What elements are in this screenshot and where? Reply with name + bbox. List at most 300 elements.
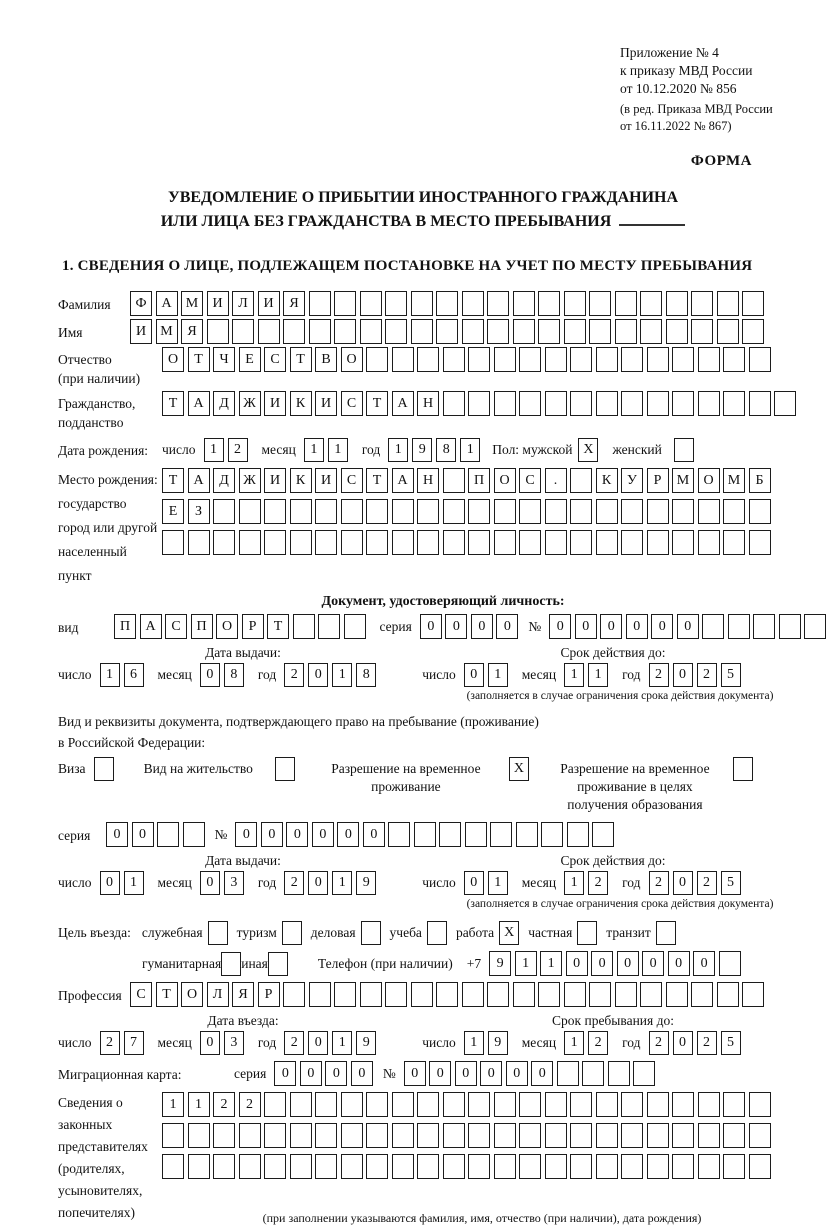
char-cell[interactable] (494, 1154, 516, 1179)
char-cell[interactable] (672, 530, 694, 555)
char-cell[interactable]: М (723, 468, 745, 493)
char-cell[interactable] (615, 982, 637, 1007)
char-cell[interactable] (443, 1123, 465, 1148)
char-cell[interactable]: 0 (274, 1061, 296, 1086)
char-cell[interactable]: О (181, 982, 203, 1007)
char-cell[interactable]: С (341, 391, 363, 416)
char-cell[interactable]: Т (162, 391, 184, 416)
char-cell[interactable] (513, 291, 535, 316)
citizenship-boxes[interactable] (162, 391, 796, 416)
char-cell[interactable] (596, 1092, 618, 1117)
char-cell[interactable] (545, 1123, 567, 1148)
char-cell[interactable] (742, 982, 764, 1007)
doc-valid-group[interactable] (422, 663, 740, 687)
char-cell[interactable]: Т (162, 468, 184, 493)
doc-issue-group[interactable] (58, 663, 376, 687)
char-cell[interactable]: О (216, 614, 238, 639)
representatives-row1[interactable] (162, 1092, 802, 1117)
doc-type-boxes[interactable] (114, 614, 366, 639)
char-cell[interactable]: К (290, 391, 312, 416)
char-cell[interactable] (258, 319, 280, 344)
date-cell[interactable]: 0 (200, 1031, 220, 1055)
char-cell[interactable]: Т (156, 982, 178, 1007)
char-cell[interactable] (315, 1092, 337, 1117)
char-cell[interactable]: 1 (515, 951, 537, 976)
char-cell[interactable] (723, 1123, 745, 1148)
char-cell[interactable] (717, 291, 739, 316)
char-cell[interactable] (315, 499, 337, 524)
purpose-checkbox[interactable] (208, 921, 228, 945)
char-cell[interactable] (647, 1092, 669, 1117)
char-cell[interactable]: Т (366, 391, 388, 416)
doc-number-boxes[interactable] (549, 614, 826, 639)
patronymic-boxes[interactable] (162, 347, 771, 372)
char-cell[interactable]: Д (213, 468, 235, 493)
char-cell[interactable] (589, 291, 611, 316)
char-cell[interactable]: 0 (496, 614, 518, 639)
char-cell[interactable] (290, 1123, 312, 1148)
char-cell[interactable] (621, 391, 643, 416)
date-cell[interactable]: 2 (284, 871, 304, 895)
date-cell[interactable]: 2 (588, 1031, 608, 1055)
char-cell[interactable] (334, 291, 356, 316)
char-cell[interactable] (494, 347, 516, 372)
char-cell[interactable] (443, 391, 465, 416)
char-cell[interactable]: И (315, 391, 337, 416)
char-cell[interactable] (411, 291, 433, 316)
char-cell[interactable] (207, 319, 229, 344)
char-cell[interactable] (283, 319, 305, 344)
char-cell[interactable] (290, 499, 312, 524)
char-cell[interactable] (157, 822, 179, 847)
char-cell[interactable] (691, 982, 713, 1007)
purpose-checkbox[interactable] (427, 921, 447, 945)
char-cell[interactable]: А (392, 391, 414, 416)
char-cell[interactable]: 0 (261, 822, 283, 847)
date-cell[interactable]: 6 (124, 663, 144, 687)
char-cell[interactable] (698, 391, 720, 416)
char-cell[interactable] (239, 1123, 261, 1148)
char-cell[interactable] (596, 347, 618, 372)
char-cell[interactable] (621, 347, 643, 372)
char-cell[interactable] (570, 391, 592, 416)
char-cell[interactable] (468, 391, 490, 416)
char-cell[interactable] (315, 530, 337, 555)
char-cell[interactable]: М (181, 291, 203, 316)
char-cell[interactable]: Я (232, 982, 254, 1007)
char-cell[interactable] (640, 982, 662, 1007)
char-cell[interactable] (698, 499, 720, 524)
char-cell[interactable] (592, 822, 614, 847)
date-cell[interactable]: 9 (356, 1031, 376, 1055)
char-cell[interactable] (570, 1092, 592, 1117)
char-cell[interactable] (468, 530, 490, 555)
char-cell[interactable] (264, 1092, 286, 1117)
date-cell[interactable]: 0 (308, 663, 328, 687)
date-cell[interactable]: 1 (124, 871, 144, 895)
char-cell[interactable] (640, 319, 662, 344)
char-cell[interactable] (774, 391, 796, 416)
purpose-checkbox[interactable] (361, 921, 381, 945)
char-cell[interactable] (162, 530, 184, 555)
date-cell[interactable]: 9 (488, 1031, 508, 1055)
char-cell[interactable] (647, 1154, 669, 1179)
char-cell[interactable] (589, 982, 611, 1007)
char-cell[interactable] (417, 1123, 439, 1148)
char-cell[interactable] (753, 614, 775, 639)
char-cell[interactable] (468, 1154, 490, 1179)
birth-place-row3[interactable] (162, 530, 771, 555)
char-cell[interactable] (341, 1154, 363, 1179)
char-cell[interactable] (717, 319, 739, 344)
char-cell[interactable] (647, 499, 669, 524)
char-cell[interactable] (596, 530, 618, 555)
char-cell[interactable]: И (207, 291, 229, 316)
char-cell[interactable] (519, 1154, 541, 1179)
date-cell[interactable]: 5 (721, 871, 741, 895)
date-cell[interactable]: 0 (464, 871, 484, 895)
residence-permit-checkbox[interactable] (275, 757, 295, 781)
char-cell[interactable]: 0 (617, 951, 639, 976)
char-cell[interactable] (188, 1154, 210, 1179)
char-cell[interactable] (567, 822, 589, 847)
date-cell[interactable]: 1 (204, 438, 224, 462)
char-cell[interactable] (283, 982, 305, 1007)
char-cell[interactable] (615, 319, 637, 344)
char-cell[interactable] (213, 1154, 235, 1179)
char-cell[interactable]: 0 (351, 1061, 373, 1086)
date-cell[interactable]: 2 (100, 1031, 120, 1055)
date-cell[interactable]: 1 (332, 663, 352, 687)
date-cell[interactable]: 1 (464, 1031, 484, 1055)
char-cell[interactable] (264, 499, 286, 524)
char-cell[interactable]: Ч (213, 347, 235, 372)
char-cell[interactable] (519, 530, 541, 555)
char-cell[interactable] (582, 1061, 604, 1086)
char-cell[interactable] (213, 499, 235, 524)
char-cell[interactable] (366, 1154, 388, 1179)
char-cell[interactable]: О (162, 347, 184, 372)
date-cell[interactable]: 1 (332, 871, 352, 895)
char-cell[interactable]: 0 (312, 822, 334, 847)
char-cell[interactable] (698, 1154, 720, 1179)
char-cell[interactable] (487, 982, 509, 1007)
char-cell[interactable] (494, 1092, 516, 1117)
date-cell[interactable]: 2 (697, 871, 717, 895)
char-cell[interactable] (519, 391, 541, 416)
char-cell[interactable] (749, 499, 771, 524)
doc-series-boxes[interactable] (420, 614, 519, 639)
char-cell[interactable]: Р (258, 982, 280, 1007)
char-cell[interactable]: 0 (471, 614, 493, 639)
char-cell[interactable] (698, 1092, 720, 1117)
char-cell[interactable]: Т (290, 347, 312, 372)
char-cell[interactable]: В (315, 347, 337, 372)
char-cell[interactable] (239, 1154, 261, 1179)
char-cell[interactable] (621, 1154, 643, 1179)
char-cell[interactable] (341, 1123, 363, 1148)
char-cell[interactable] (749, 1154, 771, 1179)
date-cell[interactable]: 2 (588, 871, 608, 895)
char-cell[interactable] (596, 1123, 618, 1148)
char-cell[interactable] (596, 391, 618, 416)
given-name-boxes[interactable] (130, 319, 764, 344)
char-cell[interactable]: 0 (325, 1061, 347, 1086)
char-cell[interactable] (723, 1092, 745, 1117)
char-cell[interactable]: Е (162, 499, 184, 524)
purpose-checkbox[interactable] (221, 952, 241, 976)
char-cell[interactable] (341, 530, 363, 555)
date-cell[interactable]: 1 (100, 663, 120, 687)
char-cell[interactable] (647, 391, 669, 416)
char-cell[interactable] (487, 291, 509, 316)
char-cell[interactable] (615, 291, 637, 316)
char-cell[interactable] (698, 347, 720, 372)
char-cell[interactable] (749, 1092, 771, 1117)
char-cell[interactable] (804, 614, 826, 639)
char-cell[interactable] (417, 499, 439, 524)
char-cell[interactable] (494, 530, 516, 555)
char-cell[interactable]: 0 (566, 951, 588, 976)
date-cell[interactable]: 0 (200, 871, 220, 895)
phone-boxes[interactable] (489, 951, 741, 976)
gender-female-checkbox[interactable] (674, 438, 694, 462)
char-cell[interactable]: 0 (677, 614, 699, 639)
date-cell[interactable]: 1 (564, 871, 584, 895)
char-cell[interactable] (672, 1092, 694, 1117)
char-cell[interactable]: 0 (337, 822, 359, 847)
char-cell[interactable] (570, 499, 592, 524)
char-cell[interactable] (564, 291, 586, 316)
char-cell[interactable] (443, 1092, 465, 1117)
char-cell[interactable] (570, 347, 592, 372)
char-cell[interactable] (360, 982, 382, 1007)
char-cell[interactable]: 0 (363, 822, 385, 847)
date-cell[interactable]: 3 (224, 871, 244, 895)
date-cell[interactable]: 1 (388, 438, 408, 462)
char-cell[interactable] (366, 499, 388, 524)
char-cell[interactable] (334, 982, 356, 1007)
char-cell[interactable] (596, 499, 618, 524)
date-cell[interactable]: 7 (124, 1031, 144, 1055)
date-cell[interactable]: 2 (284, 663, 304, 687)
char-cell[interactable]: У (621, 468, 643, 493)
char-cell[interactable] (723, 391, 745, 416)
char-cell[interactable]: Д (213, 391, 235, 416)
temp-permit-checkbox[interactable]: X (509, 757, 529, 781)
char-cell[interactable]: Н (417, 468, 439, 493)
char-cell[interactable] (698, 530, 720, 555)
char-cell[interactable]: 0 (300, 1061, 322, 1086)
char-cell[interactable]: С (341, 468, 363, 493)
char-cell[interactable]: И (258, 291, 280, 316)
date-cell[interactable]: 8 (436, 438, 456, 462)
representatives-row3[interactable] (162, 1154, 802, 1179)
permit-valid-group[interactable] (422, 871, 740, 895)
char-cell[interactable] (749, 1123, 771, 1148)
char-cell[interactable]: 0 (286, 822, 308, 847)
char-cell[interactable]: 0 (642, 951, 664, 976)
char-cell[interactable] (162, 1123, 184, 1148)
char-cell[interactable] (545, 1092, 567, 1117)
char-cell[interactable]: 0 (404, 1061, 426, 1086)
char-cell[interactable]: О (494, 468, 516, 493)
char-cell[interactable] (309, 319, 331, 344)
date-cell[interactable]: 1 (564, 663, 584, 687)
char-cell[interactable]: Я (283, 291, 305, 316)
date-cell[interactable]: 1 (564, 1031, 584, 1055)
date-cell[interactable]: 0 (200, 663, 220, 687)
date-cell[interactable]: 0 (673, 663, 693, 687)
purpose-checkbox[interactable] (577, 921, 597, 945)
date-cell[interactable]: 3 (224, 1031, 244, 1055)
char-cell[interactable]: И (130, 319, 152, 344)
char-cell[interactable] (728, 614, 750, 639)
char-cell[interactable] (188, 530, 210, 555)
char-cell[interactable] (436, 319, 458, 344)
char-cell[interactable]: 0 (445, 614, 467, 639)
char-cell[interactable] (672, 391, 694, 416)
char-cell[interactable]: 0 (235, 822, 257, 847)
char-cell[interactable] (392, 499, 414, 524)
char-cell[interactable] (621, 1123, 643, 1148)
char-cell[interactable]: 0 (531, 1061, 553, 1086)
char-cell[interactable] (443, 347, 465, 372)
char-cell[interactable] (468, 499, 490, 524)
char-cell[interactable] (334, 319, 356, 344)
char-cell[interactable] (702, 614, 724, 639)
date-cell[interactable]: 1 (488, 663, 508, 687)
char-cell[interactable] (162, 1154, 184, 1179)
char-cell[interactable] (232, 319, 254, 344)
char-cell[interactable]: 0 (480, 1061, 502, 1086)
char-cell[interactable]: 0 (549, 614, 571, 639)
char-cell[interactable]: 0 (455, 1061, 477, 1086)
date-cell[interactable]: 0 (673, 1031, 693, 1055)
char-cell[interactable] (392, 347, 414, 372)
char-cell[interactable]: К (290, 468, 312, 493)
char-cell[interactable]: А (188, 468, 210, 493)
char-cell[interactable]: П (191, 614, 213, 639)
char-cell[interactable] (672, 1154, 694, 1179)
char-cell[interactable] (640, 291, 662, 316)
birth-date-group[interactable] (162, 438, 480, 462)
char-cell[interactable]: И (315, 468, 337, 493)
char-cell[interactable] (749, 347, 771, 372)
char-cell[interactable]: 0 (132, 822, 154, 847)
char-cell[interactable] (691, 291, 713, 316)
char-cell[interactable]: З (188, 499, 210, 524)
visa-checkbox[interactable] (94, 757, 114, 781)
char-cell[interactable] (666, 319, 688, 344)
char-cell[interactable]: С (130, 982, 152, 1007)
char-cell[interactable] (557, 1061, 579, 1086)
char-cell[interactable]: 1 (162, 1092, 184, 1117)
date-cell[interactable]: 5 (721, 1031, 741, 1055)
purpose-checkbox[interactable] (656, 921, 676, 945)
char-cell[interactable]: 0 (626, 614, 648, 639)
char-cell[interactable] (366, 1123, 388, 1148)
char-cell[interactable] (564, 319, 586, 344)
char-cell[interactable]: А (156, 291, 178, 316)
char-cell[interactable] (494, 499, 516, 524)
char-cell[interactable] (545, 530, 567, 555)
char-cell[interactable] (360, 291, 382, 316)
char-cell[interactable] (723, 530, 745, 555)
char-cell[interactable] (392, 530, 414, 555)
char-cell[interactable] (183, 822, 205, 847)
char-cell[interactable]: М (156, 319, 178, 344)
purpose-checkbox[interactable] (282, 921, 302, 945)
char-cell[interactable]: Т (366, 468, 388, 493)
char-cell[interactable] (666, 291, 688, 316)
char-cell[interactable] (443, 1154, 465, 1179)
date-cell[interactable]: 2 (649, 1031, 669, 1055)
char-cell[interactable] (516, 822, 538, 847)
char-cell[interactable] (360, 319, 382, 344)
char-cell[interactable] (436, 291, 458, 316)
char-cell[interactable] (621, 530, 643, 555)
char-cell[interactable] (315, 1154, 337, 1179)
char-cell[interactable] (411, 319, 433, 344)
char-cell[interactable] (723, 1154, 745, 1179)
date-cell[interactable]: 8 (356, 663, 376, 687)
char-cell[interactable] (719, 951, 741, 976)
char-cell[interactable]: Л (232, 291, 254, 316)
char-cell[interactable] (519, 347, 541, 372)
char-cell[interactable] (513, 982, 535, 1007)
date-cell[interactable]: 1 (460, 438, 480, 462)
char-cell[interactable] (417, 347, 439, 372)
char-cell[interactable] (672, 1123, 694, 1148)
char-cell[interactable] (264, 1154, 286, 1179)
char-cell[interactable]: 0 (668, 951, 690, 976)
date-cell[interactable]: 8 (224, 663, 244, 687)
char-cell[interactable]: Я (181, 319, 203, 344)
char-cell[interactable]: Б (749, 468, 771, 493)
char-cell[interactable] (538, 319, 560, 344)
char-cell[interactable] (315, 1123, 337, 1148)
date-cell[interactable]: 2 (649, 663, 669, 687)
date-cell[interactable]: 0 (308, 1031, 328, 1055)
char-cell[interactable] (541, 822, 563, 847)
char-cell[interactable]: С (165, 614, 187, 639)
temp-permit-edu-checkbox[interactable] (733, 757, 753, 781)
char-cell[interactable] (239, 530, 261, 555)
char-cell[interactable]: Ф (130, 291, 152, 316)
date-cell[interactable]: 2 (697, 663, 717, 687)
char-cell[interactable]: 9 (489, 951, 511, 976)
date-cell[interactable]: 9 (356, 871, 376, 895)
char-cell[interactable] (392, 1092, 414, 1117)
char-cell[interactable]: 0 (420, 614, 442, 639)
char-cell[interactable] (749, 530, 771, 555)
purpose-checkbox[interactable]: X (499, 921, 519, 945)
char-cell[interactable] (596, 1154, 618, 1179)
char-cell[interactable]: А (392, 468, 414, 493)
char-cell[interactable] (388, 822, 410, 847)
char-cell[interactable]: И (264, 468, 286, 493)
char-cell[interactable] (366, 530, 388, 555)
char-cell[interactable] (545, 499, 567, 524)
birth-place-row1[interactable] (162, 468, 771, 493)
char-cell[interactable] (468, 1092, 490, 1117)
char-cell[interactable] (621, 499, 643, 524)
char-cell[interactable] (341, 1092, 363, 1117)
char-cell[interactable] (666, 982, 688, 1007)
surname-boxes[interactable] (130, 291, 764, 316)
char-cell[interactable]: 0 (429, 1061, 451, 1086)
